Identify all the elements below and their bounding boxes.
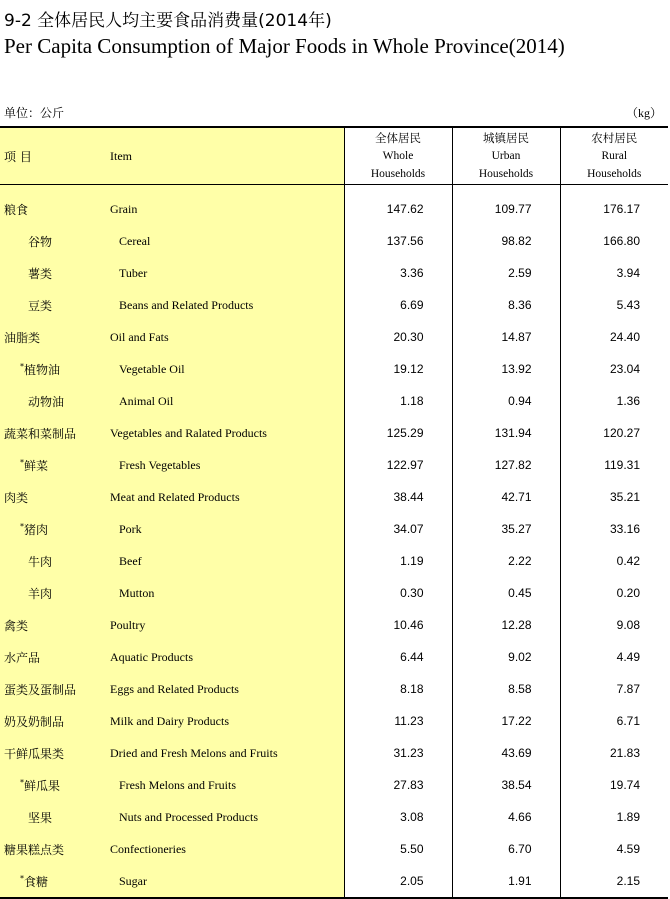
header-whole-cn: 全体居民: [375, 131, 421, 145]
table-row: [0, 609, 668, 641]
row-item-en: Dried and Fresh Melons and Fruits: [106, 737, 344, 769]
row-value-whole: 3.08: [344, 801, 452, 833]
row-value-whole: 1.19: [344, 545, 452, 577]
row-value-urban: 12.28: [452, 609, 560, 641]
row-item-cn-text: 蛋类及蛋制品: [4, 682, 77, 697]
table-row: [0, 801, 668, 833]
row-value-urban: 42.71: [452, 481, 560, 513]
row-value-urban: 6.70: [452, 833, 560, 865]
row-value-urban: 9.02: [452, 641, 560, 673]
row-value-rural: 35.21: [560, 481, 668, 513]
row-item-en: Cereal: [106, 225, 344, 257]
row-item-cn: [0, 321, 106, 353]
row-value-whole: 34.07: [344, 513, 452, 545]
footnote-star-mark: *: [20, 873, 24, 883]
row-value-rural: 6.71: [560, 705, 668, 737]
row-value-rural: 1.89: [560, 801, 668, 833]
row-value-urban: 127.82: [452, 449, 560, 481]
row-value-urban: 1.91: [452, 865, 560, 898]
row-value-rural: 120.27: [560, 417, 668, 449]
row-value-urban: 131.94: [452, 417, 560, 449]
row-value-urban: 109.77: [452, 185, 560, 226]
table-row: [0, 321, 668, 353]
row-value-whole: 8.18: [344, 673, 452, 705]
row-value-rural: 23.04: [560, 353, 668, 385]
row-item-cn-text: 动物油: [28, 394, 65, 409]
header-item-cn: 项 目: [0, 127, 106, 185]
footnote-star-mark: *: [20, 521, 24, 531]
header-rural-en2: Households: [587, 168, 642, 180]
table-header-row: [0, 127, 668, 185]
row-value-whole: 19.12: [344, 353, 452, 385]
row-item-cn: [0, 481, 106, 513]
unit-label-en: （kg）: [625, 106, 662, 120]
row-item-cn: [0, 545, 106, 577]
table-row: [0, 185, 668, 226]
row-item-en: Poultry: [106, 609, 344, 641]
row-item-cn: [0, 641, 106, 673]
row-item-cn-text: 鲜菜: [24, 458, 49, 473]
row-value-rural: 0.20: [560, 577, 668, 609]
table-row: [0, 769, 668, 801]
row-item-cn-text: 牛肉: [28, 554, 53, 569]
row-item-en: Sugar: [106, 865, 344, 898]
row-value-whole: 20.30: [344, 321, 452, 353]
row-item-cn: [0, 417, 106, 449]
row-value-rural: 119.31: [560, 449, 668, 481]
row-value-urban: 0.94: [452, 385, 560, 417]
row-item-cn-text: 肉类: [4, 490, 29, 505]
row-item-cn: [0, 705, 106, 737]
row-value-rural: 176.17: [560, 185, 668, 226]
row-item-en: Pork: [106, 513, 344, 545]
row-value-rural: 33.16: [560, 513, 668, 545]
row-value-rural: 21.83: [560, 737, 668, 769]
row-value-whole: 27.83: [344, 769, 452, 801]
row-value-urban: 8.58: [452, 673, 560, 705]
row-value-rural: 0.42: [560, 545, 668, 577]
row-item-cn-text: 奶及奶制品: [4, 714, 65, 729]
header-urban-en2: Households: [478, 168, 534, 180]
row-item-cn-text: 蔬菜和菜制品: [4, 426, 77, 441]
row-item-cn: [0, 865, 106, 898]
row-value-rural: 19.74: [560, 769, 668, 801]
row-item-cn: [0, 225, 106, 257]
row-value-rural: 9.08: [560, 609, 668, 641]
header-whole-en2: Households: [370, 168, 426, 180]
table-row: [0, 737, 668, 769]
food-consumption-table: [0, 126, 668, 899]
row-item-cn: [0, 289, 106, 321]
row-item-cn-text: 禽类: [4, 618, 29, 633]
row-value-urban: 35.27: [452, 513, 560, 545]
header-whole-en1: Whole: [382, 150, 414, 162]
row-item-cn-text: 鲜瓜果: [24, 778, 61, 793]
row-item-en: Milk and Dairy Products: [106, 705, 344, 737]
table-row: [0, 481, 668, 513]
row-item-cn-text: 豆类: [28, 298, 53, 313]
row-value-urban: 0.45: [452, 577, 560, 609]
table-row: [0, 673, 668, 705]
table-row: [0, 417, 668, 449]
row-item-cn-text: 植物油: [24, 362, 61, 377]
row-value-rural: 24.40: [560, 321, 668, 353]
row-item-en: Beef: [106, 545, 344, 577]
row-value-whole: 3.36: [344, 257, 452, 289]
header-urban: [452, 127, 560, 185]
row-item-cn: [0, 185, 106, 226]
row-item-cn-text: 粮食: [4, 202, 29, 217]
row-value-rural: 4.59: [560, 833, 668, 865]
table-row: [0, 289, 668, 321]
table-row: [0, 353, 668, 385]
table-row: [0, 705, 668, 737]
row-value-whole: 5.50: [344, 833, 452, 865]
row-item-en: Fresh Vegetables: [106, 449, 344, 481]
row-item-cn-text: 坚果: [28, 810, 53, 825]
table-row: [0, 225, 668, 257]
row-value-whole: 38.44: [344, 481, 452, 513]
unit-label-cn: 单位：公斤: [4, 106, 65, 120]
row-item-cn-text: 食糖: [24, 874, 49, 889]
page-title-en: Per Capita Consumption of Major Foods in Whole Province(2014): [4, 34, 565, 58]
table-row: [0, 545, 668, 577]
table-body: [0, 185, 668, 899]
row-item-cn: [0, 737, 106, 769]
row-value-urban: 14.87: [452, 321, 560, 353]
row-value-whole: 137.56: [344, 225, 452, 257]
row-value-whole: 6.69: [344, 289, 452, 321]
row-value-rural: 166.80: [560, 225, 668, 257]
row-item-cn: [0, 769, 106, 801]
row-value-whole: 0.30: [344, 577, 452, 609]
header-rural-cn: 农村居民: [591, 131, 638, 145]
header-urban-en1: Urban: [491, 150, 521, 162]
row-value-rural: 5.43: [560, 289, 668, 321]
header-rural: [560, 127, 668, 185]
row-value-rural: 3.94: [560, 257, 668, 289]
row-item-cn: [0, 577, 106, 609]
row-item-cn-text: 猪肉: [24, 522, 49, 537]
header-rural-en1: Rural: [601, 150, 628, 162]
table-row: [0, 865, 668, 898]
table-row: [0, 577, 668, 609]
row-value-rural: 1.36: [560, 385, 668, 417]
table-row: [0, 641, 668, 673]
row-item-en: Confectioneries: [106, 833, 344, 865]
row-value-rural: 2.15: [560, 865, 668, 898]
row-item-en: Eggs and Related Products: [106, 673, 344, 705]
row-value-whole: 2.05: [344, 865, 452, 898]
row-item-en: Animal Oil: [106, 385, 344, 417]
row-item-cn-text: 水产品: [4, 650, 41, 665]
row-item-cn: [0, 385, 106, 417]
row-item-cn: [0, 801, 106, 833]
row-item-cn-text: 羊肉: [28, 586, 53, 601]
table-row: [0, 833, 668, 865]
row-item-en: Aquatic Products: [106, 641, 344, 673]
row-item-en: Grain: [106, 185, 344, 226]
row-value-urban: 8.36: [452, 289, 560, 321]
row-item-cn: [0, 449, 106, 481]
row-item-en: Meat and Related Products: [106, 481, 344, 513]
row-item-en: Nuts and Processed Products: [106, 801, 344, 833]
row-value-urban: 43.69: [452, 737, 560, 769]
page-title-cn: 9-2 全体居民人均主要食品消费量(2014年): [4, 11, 332, 31]
row-item-cn: [0, 257, 106, 289]
row-value-whole: 147.62: [344, 185, 452, 226]
row-item-cn: [0, 353, 106, 385]
row-value-urban: 2.59: [452, 257, 560, 289]
row-value-whole: 6.44: [344, 641, 452, 673]
header-item-en: Item: [106, 127, 344, 185]
row-value-urban: 38.54: [452, 769, 560, 801]
row-item-cn: [0, 609, 106, 641]
table-row: [0, 513, 668, 545]
header-whole: [344, 127, 452, 185]
row-item-cn-text: 糖果糕点类: [4, 842, 65, 857]
footnote-star-mark: *: [20, 361, 24, 371]
row-value-whole: 125.29: [344, 417, 452, 449]
row-item-en: Tuber: [106, 257, 344, 289]
row-value-whole: 10.46: [344, 609, 452, 641]
row-item-cn-text: 干鲜瓜果类: [4, 746, 65, 761]
row-item-cn: [0, 513, 106, 545]
row-value-rural: 4.49: [560, 641, 668, 673]
row-item-en: Vegetables and Ralated Products: [106, 417, 344, 449]
footnote-star-mark: *: [20, 777, 24, 787]
row-item-cn-text: 油脂类: [4, 330, 41, 345]
footnote-star-mark: *: [20, 457, 24, 467]
row-value-urban: 2.22: [452, 545, 560, 577]
row-item-en: Fresh Melons and Fruits: [106, 769, 344, 801]
row-value-whole: 11.23: [344, 705, 452, 737]
row-item-cn-text: 谷物: [28, 234, 53, 249]
row-value-urban: 13.92: [452, 353, 560, 385]
table-row: [0, 449, 668, 481]
header-urban-cn: 城镇居民: [483, 131, 529, 145]
row-item-en: Vegetable Oil: [106, 353, 344, 385]
row-value-whole: 1.18: [344, 385, 452, 417]
row-item-en: Oil and Fats: [106, 321, 344, 353]
row-item-cn: [0, 673, 106, 705]
table-row: [0, 385, 668, 417]
row-value-urban: 98.82: [452, 225, 560, 257]
row-value-urban: 4.66: [452, 801, 560, 833]
row-value-whole: 31.23: [344, 737, 452, 769]
row-item-en: Beans and Related Products: [106, 289, 344, 321]
table-row: [0, 257, 668, 289]
row-item-cn: [0, 833, 106, 865]
row-value-urban: 17.22: [452, 705, 560, 737]
row-value-whole: 122.97: [344, 449, 452, 481]
row-item-cn-text: 薯类: [28, 266, 53, 281]
row-value-rural: 7.87: [560, 673, 668, 705]
row-item-en: Mutton: [106, 577, 344, 609]
